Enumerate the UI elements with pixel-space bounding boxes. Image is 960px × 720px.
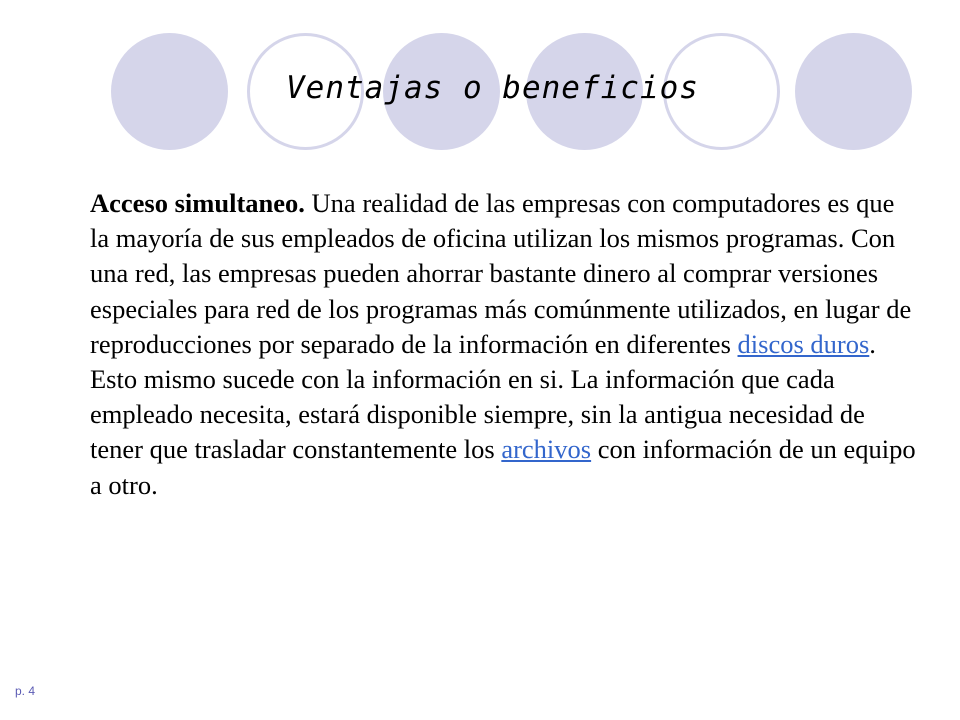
decorative-circle-1 xyxy=(111,33,228,150)
slide-title: Ventajas o beneficios xyxy=(286,70,699,106)
link-discos-duros[interactable]: discos duros xyxy=(737,328,870,359)
paragraph-text-2: . Esto mismo sucede con la información en si. La información que cada empleado necesita, estará disponible siempre, sin la antigua necesidad de tener que trasladar constantemente los xyxy=(90,328,876,465)
lead-heading: Acceso simultaneo. xyxy=(90,188,305,218)
paragraph-text-1: Una realidad de las empresas con computadores es que la mayoría de sus empleados de oficina utilizan los mismos programas. Con una red, las empresas pueden ahorrar bastante dinero al comprar versiones especiales para red de los programas más comúnmente utilizados, en lugar de reproducciones por separado de la información en diferentes xyxy=(90,188,912,359)
paragraph-text-3: con información de un equipo a otro. xyxy=(90,434,916,500)
body-paragraph xyxy=(90,186,916,503)
link-archivos[interactable]: archivos xyxy=(501,434,592,465)
page-number: p. 4 xyxy=(15,684,36,698)
decorative-circle-6 xyxy=(795,33,912,150)
